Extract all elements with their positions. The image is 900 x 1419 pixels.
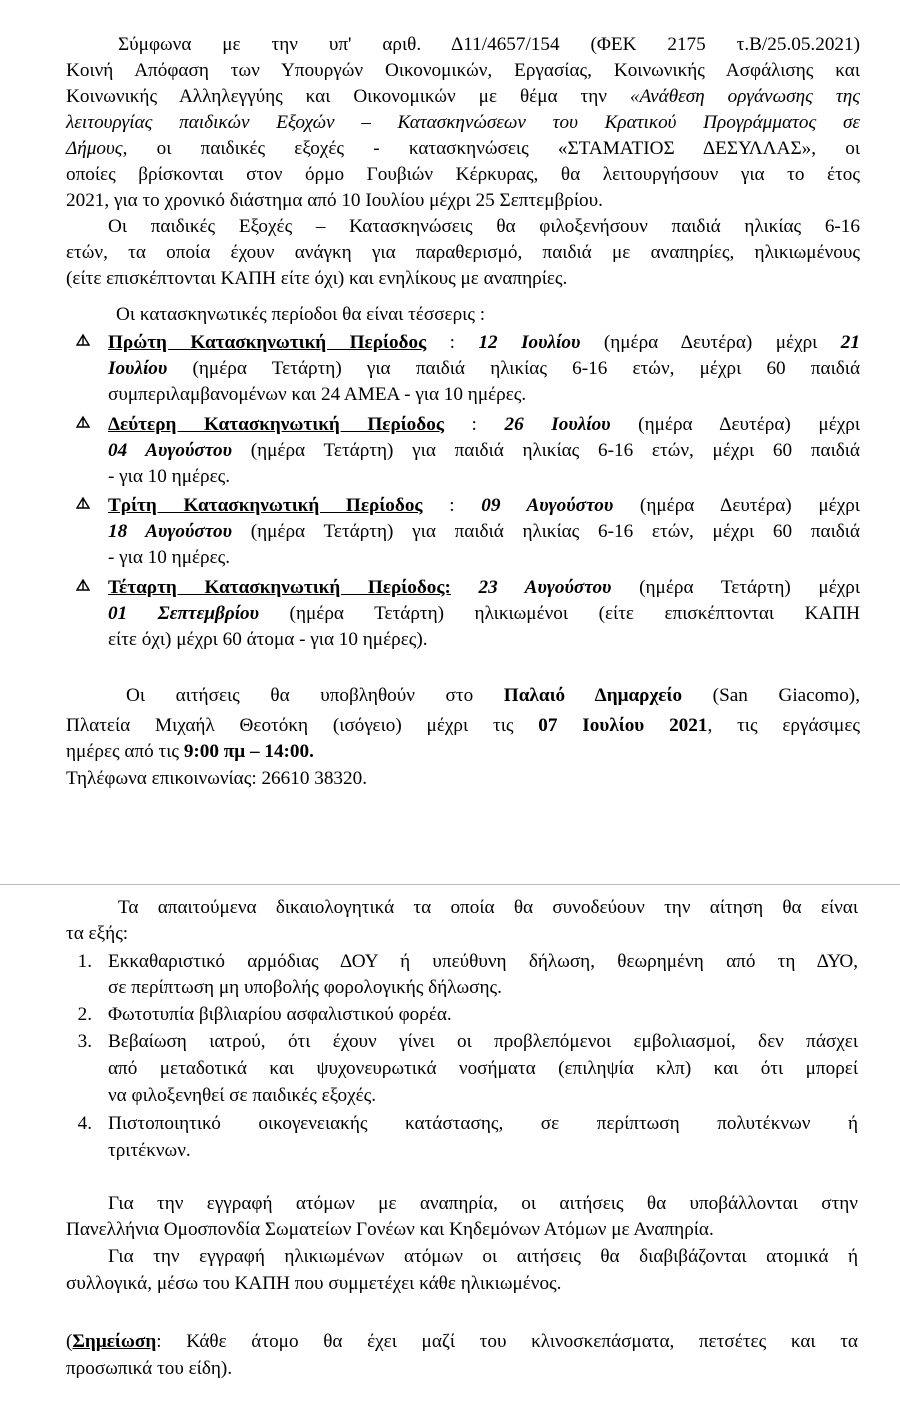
docs-intro-line2: τα εξής: <box>66 923 129 944</box>
doc4-line1: Πιστοποιητικό οικογενειακής κατάστασης, σε περίπτωση πολυτέκνων ή <box>108 1113 858 1134</box>
note-label: Σημείωση <box>72 1331 157 1352</box>
bullet-icon <box>76 578 90 592</box>
list-number: 2. <box>77 1004 92 1025</box>
periods-intro: Οι κατασκηνωτικές περίοδοι θα είναι τέσσερις : <box>116 304 486 325</box>
period1-start: 12 Ιουλίου <box>478 332 581 353</box>
period2-start: 26 Ιουλίου <box>504 414 611 435</box>
period2-title: Δεύτερη Κατασκηνωτική Περίοδος <box>108 414 444 435</box>
period1-line3: συμπεριλαμβανομένων και 24 ΑΜΕΑ - για 10 ημέρες. <box>108 384 527 405</box>
period3-line1: Τρίτη Κατασκηνωτική Περίοδος : 09 Αυγούστου (ημέρα Δευτέρα) μέχρι <box>108 495 860 516</box>
contact-phone: Τηλέφωνα επικοινωνίας: 26610 38320. <box>66 768 367 789</box>
applications-line3: ημέρες από τις 9:00 πμ – 14:00. <box>66 741 314 762</box>
disability-line1: Για την εγγραφή ατόμων με αναπηρία, οι αιτήσεις θα υποβάλλονται στην <box>108 1193 858 1214</box>
period4-line2: 01 Σεπτεμβρίου (ημέρα Τετάρτη) ηλικιωμένοι (είτε επισκέπτονται ΚΑΠΗ <box>108 603 860 624</box>
decision-subject: «Ανάθεση οργάνωσης της <box>629 86 860 107</box>
doc4-line2: τριτέκνων. <box>108 1140 191 1161</box>
para1-line6: οποίες βρίσκονται στον όρμο Γουβιών Κέρκυρας, θα λειτουργήσουν για το έτος <box>66 164 860 185</box>
doc3-line1: Βεβαίωση ιατρού, ότι έχουν γίνει οι προβλεπόμενοι εμβολιασμοί, δεν πάσχει <box>108 1031 858 1052</box>
section-divider <box>0 884 900 885</box>
period2-line1: Δεύτερη Κατασκηνωτική Περίοδος : 26 Ιουλίου (ημέρα Δευτέρα) μέχρι <box>108 414 860 435</box>
period2-line2: 04 Αυγούστου (ημέρα Τετάρτη) για παιδιά ηλικίας 6-16 ετών, μέχρι 60 παιδιά <box>108 440 860 461</box>
list-number: 1. <box>77 951 92 972</box>
period1-line2: Ιουλίου (ημέρα Τετάρτη) για παιδιά ηλικίας 6-16 ετών, μέχρι 60 παιδιά <box>108 358 860 379</box>
doc1-line2: σε περίπτωση μη υποβολής φορολογικής δήλωσης. <box>108 977 502 998</box>
period3-line3: - για 10 ημέρες. <box>108 547 231 568</box>
deadline-date: 07 Ιουλίου 2021 <box>538 715 708 736</box>
period4-line3: είτε όχι) μέχρι 60 άτομα - για 10 ημέρες). <box>108 629 428 650</box>
para1-line2: Κοινή Απόφαση των Υπουργών Οικονομικών, Εργασίας, Κοινωνικής Ασφάλισης και <box>66 60 860 81</box>
period3-title: Τρίτη Κατασκηνωτική Περίοδος <box>108 495 423 516</box>
bullet-icon <box>76 333 90 347</box>
period4-title: Τέταρτη Κατασκηνωτική Περίοδος: <box>108 577 451 598</box>
bullet-icon <box>76 496 90 510</box>
doc3-line3: να φιλοξενηθεί σε παιδικές εξοχές. <box>108 1085 377 1106</box>
period3-line2: 18 Αυγούστου (ημέρα Τετάρτη) για παιδιά ηλικίας 6-16 ετών, μέχρι 60 παιδιά <box>108 521 860 542</box>
bullet-icon <box>76 415 90 429</box>
para1-line3: Κοινωνικής Αλληλεγγύης και Οικονομικών με θέμα την «Ανάθεση οργάνωσης της <box>66 86 860 107</box>
para1-line5: Δήμους, οι παιδικές εξοχές - κατασκηνώσεις «ΣΤΑΜΑΤΙΟΣ ΔΕΣΥΛΛΑΣ», οι <box>66 138 860 159</box>
elderly-line2: συλλογικά, μέσω του ΚΑΠΗ που συμμετέχει κάθε ηλικιωμένος. <box>66 1273 562 1294</box>
period1-line1: Πρώτη Κατασκηνωτική Περίοδος : 12 Ιουλίου (ημέρα Δευτέρα) μέχρι 21 <box>108 332 860 353</box>
period3-start: 09 Αυγούστου <box>481 495 614 516</box>
para2-line3: (είτε επισκέπτονται ΚΑΠΗ είτε όχι) και ενηλίκους με αναπηρίες. <box>66 268 568 289</box>
para1-line4: λειτουργίας παιδικών Εξοχών – Κατασκηνώσεων του Κρατικού Προγράμματος σε <box>66 112 860 133</box>
office-hours: 9:00 πμ – 14:00. <box>183 741 314 762</box>
note-line1: (Σημείωση: Κάθε άτομο θα έχει μαζί του κλινοσκεπάσματα, πετσέτες και τα <box>66 1331 858 1352</box>
old-town-hall: Παλαιό Δημαρχείο <box>503 685 683 706</box>
period1-title: Πρώτη Κατασκηνωτική Περίοδος <box>108 332 427 353</box>
elderly-line1: Για την εγγραφή ηλικιωμένων ατόμων οι αιτήσεις θα διαβιβάζονται ατομικά ή <box>108 1246 858 1267</box>
docs-intro-line1: Τα απαιτούμενα δικαιολογητικά τα οποία θα συνοδεύουν την αίτηση θα είναι <box>118 897 858 918</box>
para2-line2: ετών, τα οποία έχουν ανάγκη για παραθερισμό, παιδιά με αναπηρίες, ηλικιωμένους <box>66 242 860 263</box>
applications-line1: Οι αιτήσεις θα υποβληθούν στο Παλαιό Δημαρχείο (San Giacomo), <box>126 685 860 706</box>
doc2-line1: Φωτοτυπία βιβλιαρίου ασφαλιστικού φορέα. <box>108 1004 452 1025</box>
doc1-line1: Εκκαθαριστικό αρμόδιας ΔΟΥ ή υπεύθυνη δήλωση, θεωρημένη από τη ΔΥΟ, <box>108 951 858 972</box>
para1-line1: Σύμφωνα με την υπ' αριθ. Δ11/4657/154 (ΦΕΚ 2175 τ.Β/25.05.2021) <box>118 34 860 55</box>
list-number: 3. <box>77 1031 92 1052</box>
para1-line7: 2021, για το χρονικό διάστημα από 10 Ιουλίου μέχρι 25 Σεπτεμβρίου. <box>66 190 603 211</box>
disability-line2: Πανελλήνια Ομοσπονδία Σωματείων Γονέων και Κηδεμόνων Ατόμων με Αναπηρία. <box>66 1219 714 1240</box>
period4-start: 23 Αυγούστου <box>478 577 612 598</box>
period4-line1: Τέταρτη Κατασκηνωτική Περίοδος: 23 Αυγούστου (ημέρα Τετάρτη) μέχρι <box>108 577 861 598</box>
note-line2: προσωπικά του είδη). <box>66 1358 233 1379</box>
applications-line2: Πλατεία Μιχαήλ Θεοτόκη (ισόγειο) μέχρι τις 07 Ιουλίου 2021, τις εργάσιμες <box>66 715 860 736</box>
list-number: 4. <box>77 1113 92 1134</box>
period2-line3: - για 10 ημέρες. <box>108 466 231 487</box>
doc3-line2: από μεταδοτικά και ψυχονευρωτικά νοσήματα (επιληψία κλπ) και ότι μπορεί <box>108 1058 858 1079</box>
para2-line1: Οι παιδικές Εξοχές – Κατασκηνώσεις θα φιλοξενήσουν παιδιά ηλικίας 6-16 <box>108 216 860 237</box>
